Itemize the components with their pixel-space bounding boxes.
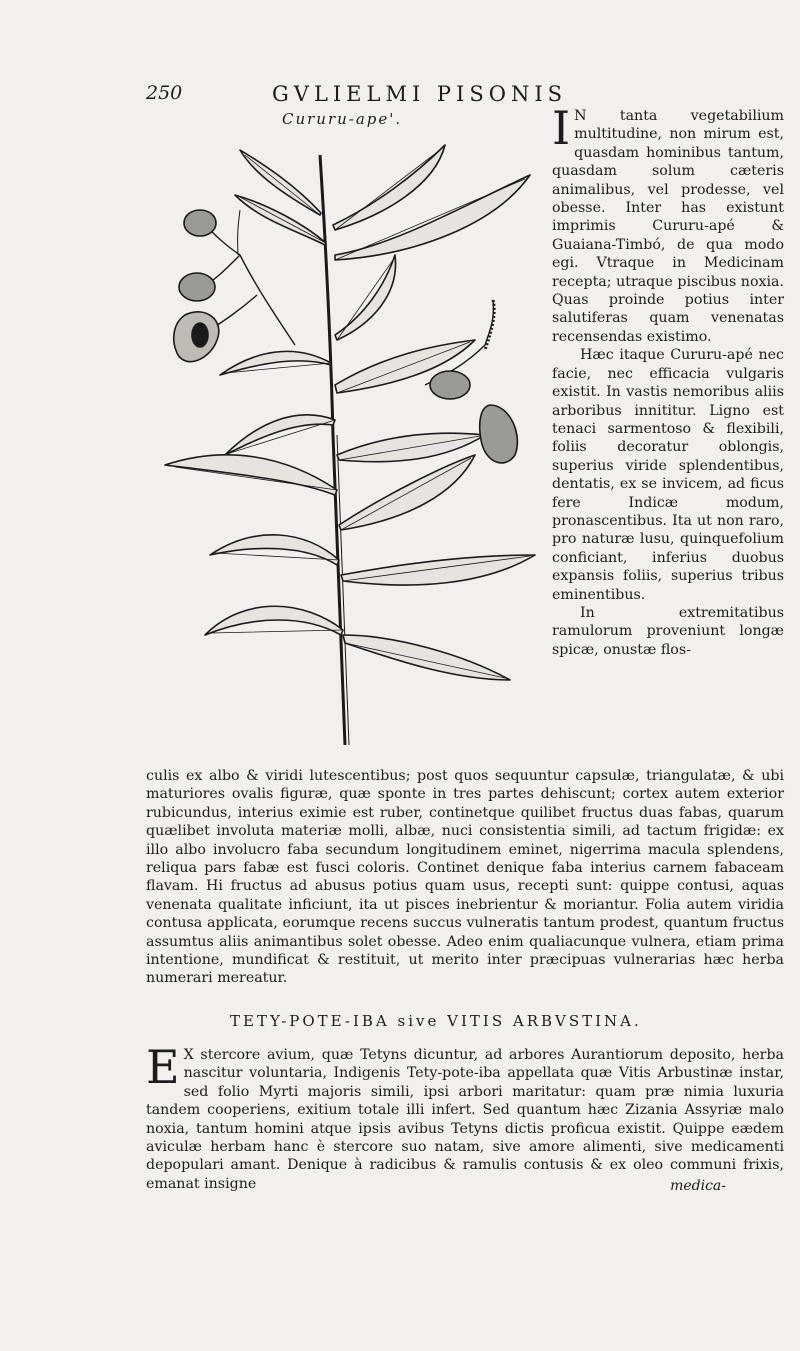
botanical-illustration xyxy=(145,135,545,755)
right-column-text xyxy=(552,101,784,659)
paragraph: In extremitatibus ramulorum proveniunt longæ spicæ, onustæ flos- xyxy=(552,604,784,658)
paragraph: Hæc itaque Cururu-apé nec facie, nec efficacia vulgaris existit. In vastis nemoribus aliis arboribus innititur. Ligno est tenaci sarmentoso & flexibili, foliis decoratur oblongis, superius viride splendentibus, dentatis, ex se invicem, ad ficus fere Indicæ modum, pronascentibus. Ita ut non raro, pro naturæ lusu, quinquefolium conficiant, inferius duobus expansis foliis, superius tribus eminentibus. xyxy=(552,347,784,603)
paragraph xyxy=(146,1040,784,1193)
paragraph xyxy=(552,101,784,346)
section-title: TETY-POTE-IBA sive VITIS ARBVSTINA. xyxy=(230,1012,642,1030)
drop-cap: E xyxy=(146,1040,180,1094)
body-text-section xyxy=(146,1040,784,1193)
page-header xyxy=(0,82,800,110)
paragraph-text: X stercore avium, quæ Tetyns dicuntur, ad arbores Aurantiorum deposito, herba nascitur voluntaria, Indigenis Tety-pote-iba appellata quæ Vitis Arbustinæ instar, sed folio Myrti majoris simili, ipsi arbori maritatur: quam præ nimia luxuria tandem cooperiens, exitium totale illi infert. Sed quantum hæc Zizania Assyriæ malo noxia, tantum homini atque ipsis avibus Tetyns dictis proficua existit. Quippe eædem aviculæ herbam hanc è stercore suo natam, sive amore alimenti, sive medicamenti depopulari amant. Denique à radicibus & ramulis contusis & ex oleo communi frixis, emanat insigne xyxy=(146,1047,784,1192)
running-head: GVLIELMI PISONIS xyxy=(272,82,568,106)
plate-title: Cururu-ape'. xyxy=(282,110,403,128)
catchword: medica- xyxy=(670,1178,726,1194)
paragraph-text: N tanta vegetabilium multitudine, non mirum est, quasdam hominibus tantum, quasdam solum cæteris animalibus, vel prodesse, vel obesse. Inter has existunt imprimis Cururu-apé & Guaiana-Timbó, de qua modo egi. Vtraque in Medicinam recepta; utraque piscibus noxia. Quas proinde potius inter salutiferas quam venenatas recensendas existimo. xyxy=(552,108,784,345)
drop-cap: I xyxy=(552,101,571,155)
body-text-continuation xyxy=(146,767,784,988)
page-number: 250 xyxy=(146,82,183,104)
paragraph: culis ex albo & viridi lutescentibus; post quos sequuntur capsulæ, triangulatæ, & ubi maturiores ovalis figuræ, quæ sponte in tres partes dehiscunt; cortex autem exterior rubicundus, interius eximie est ruber, continetque quilibet fructus duas fabas, quarum quælibet involuta materiæ molli, albæ, nuci consistentia simili, ad tactum frigidæ: ex illo albo involucro faba secundum longitudinem eminet, nigerrima macula splendens, reliqua pars fabæ est fusci coloris. Continet denique faba interius carnem fabaceam flavam. Hi fructus ad abusus potius quam usus, recepti sunt: quippe contusi, aquas venenata qualitate inficiunt, ita ut pisces inebrientur & moriantur. Folia autem viridia contusa applicata, eorumque recens succus vulneratis tantum prodest, quantum fructus assumtus aliis animantibus solet obesse. Adeo enim qualiacunque vulnera, etiam prima intentione, mundificat & restituit, ut merito inter præcipuas vulnerarias hæc herba numerari mereatur. xyxy=(146,768,784,987)
